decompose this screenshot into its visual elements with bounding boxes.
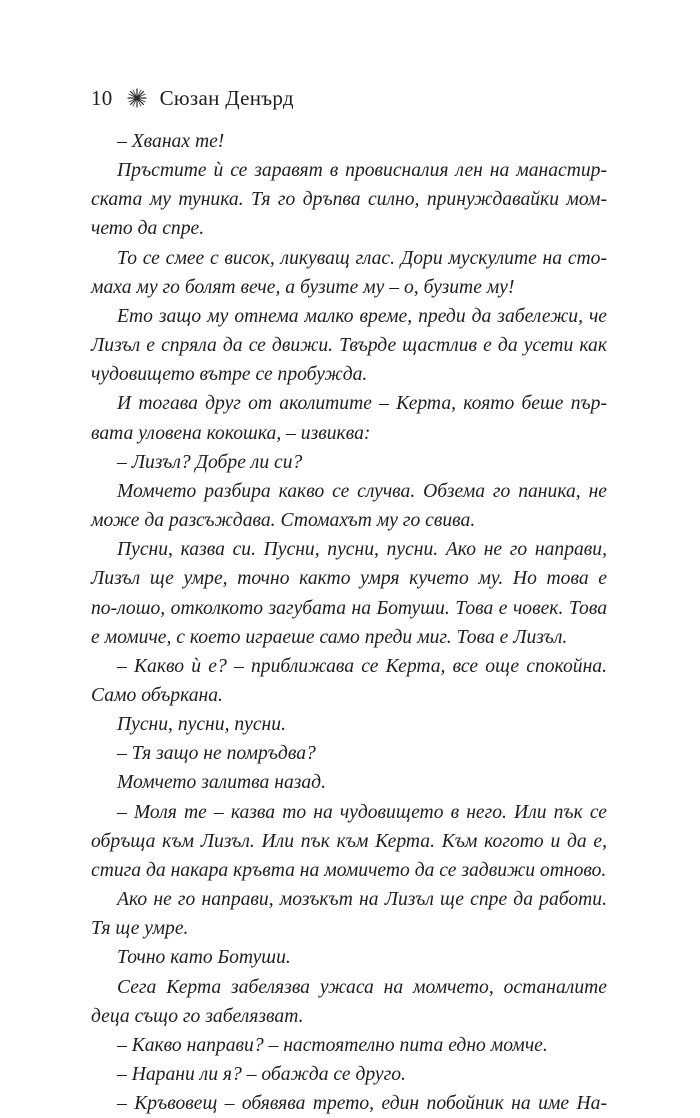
text-line: Пръстите ѝ се заравят в провисналия лен на манастир- bbox=[117, 160, 607, 182]
text-line: Само объркана. bbox=[91, 684, 223, 706]
text-line: Ето защо му отнема малко време, преди да забележи, че bbox=[117, 305, 607, 327]
text-line: деца също го забелязват. bbox=[91, 1005, 304, 1027]
text-line: – Кръвовещ – обявява трето, един побойник на име На- bbox=[117, 1093, 607, 1115]
text-line: обръща към Лизъл. Или пък към Керта. Към когото и да е, bbox=[91, 830, 607, 852]
text-line: Лизъл е спряла да се движи. Твърде щастлив е да усети как bbox=[91, 335, 607, 357]
text-line: Пусни, пусни, пусни. bbox=[117, 714, 286, 736]
text-line: И тогава друг от аколитите – Керта, която беше пър- bbox=[117, 393, 607, 415]
text-line: Лизъл ще умре, точно както умря кучето му. Но това е bbox=[91, 568, 607, 590]
text-line: чудовището вътре се пробужда. bbox=[91, 364, 368, 386]
text-line: – Нарани ли я? – обажда се друго. bbox=[117, 1064, 406, 1085]
asterisk-ornament-icon bbox=[127, 88, 147, 108]
text-line: То се смее с висок, ликуващ глас. Дори мускулите на сто- bbox=[117, 247, 607, 269]
text-line: може да разсъждава. Стомахът му го свива. bbox=[91, 510, 476, 532]
text-line: вата уловена кокошка, – извиква: bbox=[91, 422, 371, 444]
text-line: ската му туника. Тя го дръпва силно, принуждавайки мом- bbox=[91, 189, 607, 211]
text-line: – Хванах те! bbox=[117, 131, 225, 152]
text-line: маха му го болят вече, а бузите му – о, бузите му! bbox=[91, 276, 515, 298]
text-line: – Какво ѝ е? – приближава се Керта, все още спокойна. bbox=[117, 655, 607, 677]
text-line: – Какво направи? – настоятелно пита едно момче. bbox=[117, 1034, 548, 1056]
text-line: стига да накара кръвта на момичето да се задвижи отново. bbox=[91, 859, 607, 881]
text-line: по-лошо, отколкото загубата на Ботуши. Това е човек. Това bbox=[91, 597, 607, 619]
text-line: Ако не го направи, мозъкът на Лизъл ще спре да работи. bbox=[117, 889, 607, 911]
text-line: Сега Керта забелязва ужаса на момчето, останалите bbox=[117, 976, 607, 998]
text-line: – Лизъл? Добре ли си? bbox=[117, 451, 303, 473]
text-line: Точно като Ботуши. bbox=[117, 947, 291, 969]
text-line: – Тя защо не помръдва? bbox=[117, 743, 316, 765]
text-line: Тя ще умре. bbox=[91, 918, 189, 940]
page-number: 10 bbox=[91, 85, 113, 110]
text-line: чето да спре. bbox=[91, 218, 205, 240]
text-line: – Моля те – казва то на чудовището в него. Или пък се bbox=[117, 801, 607, 823]
body-text bbox=[91, 127, 607, 1118]
text-line: Момчето залитва назад. bbox=[117, 772, 326, 794]
text-line: Момчето разбира какво се случва. Обзема го паника, не bbox=[117, 480, 607, 502]
text-line: е момиче, с което играеше само преди миг. Това е Лизъл. bbox=[91, 626, 568, 648]
author-name: Сюзан Денърд bbox=[159, 85, 294, 110]
running-head bbox=[91, 83, 294, 113]
text-line: Пусни, казва си. Пусни, пусни, пусни. Ако не го направи, bbox=[117, 539, 607, 561]
